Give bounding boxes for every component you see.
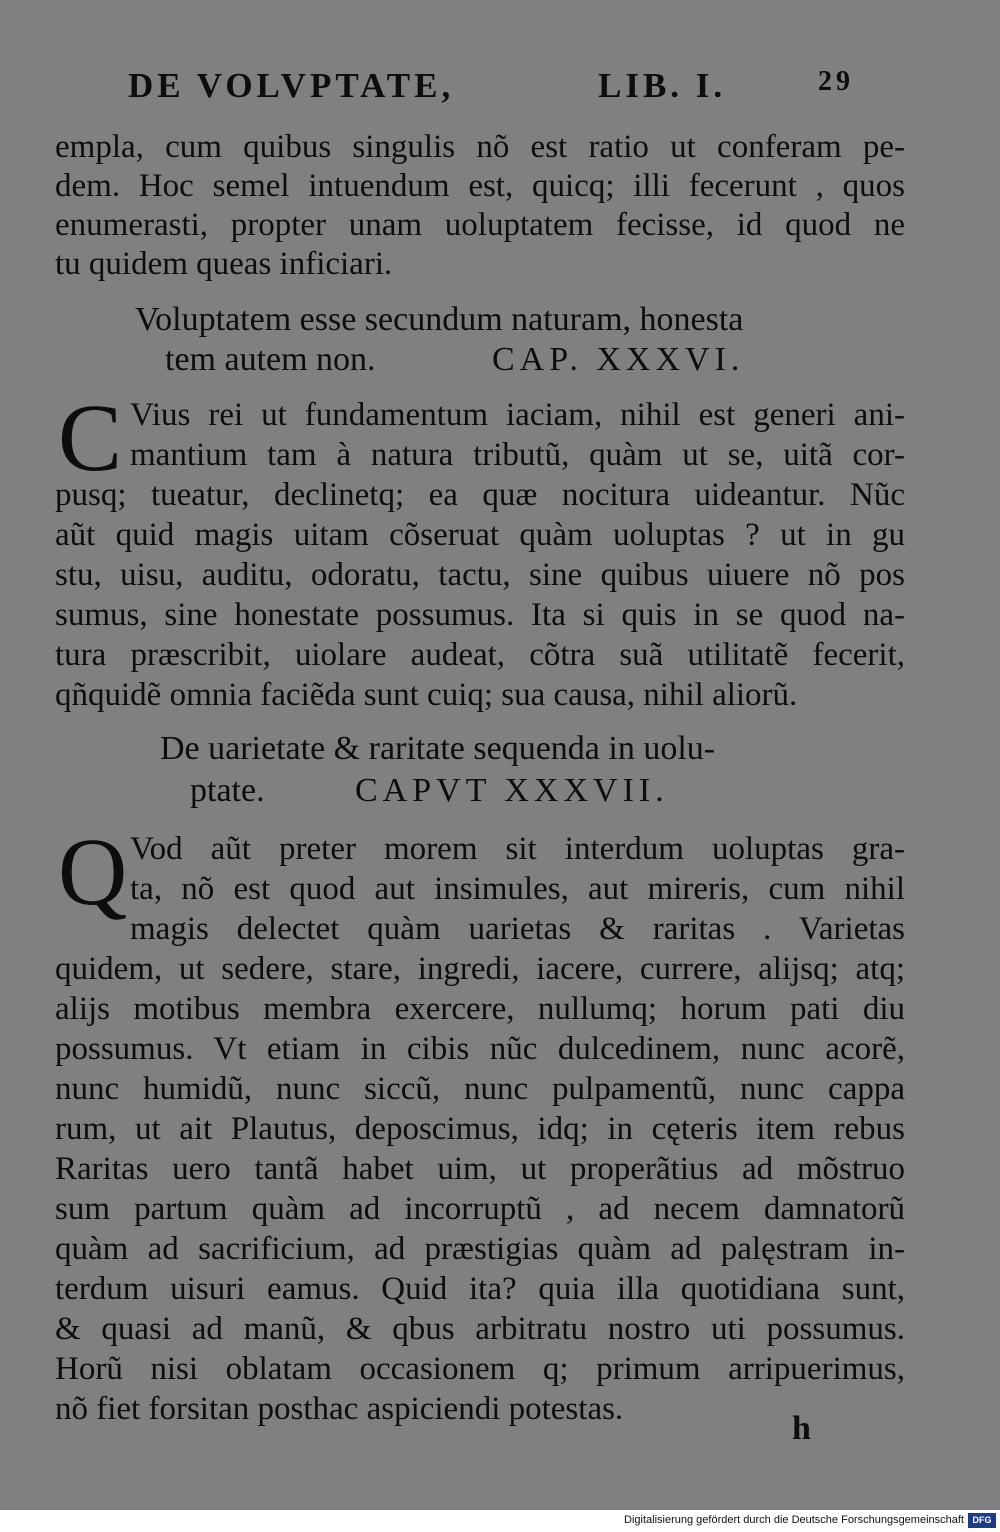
text-line: sumus, sine honestate possumus. Ita si quis in se quod na- [55, 597, 905, 633]
chapter-number: CAP. XXXVI. [492, 341, 745, 378]
text-line: possumus. Vt etiam in cibis nũc dulcedinem, nunc acorẽ, [55, 1031, 905, 1067]
chapter-number: CAPVT XXXVII. [355, 772, 669, 809]
text-line: magis delectet quàm uarietas & raritas . Varietas [130, 911, 905, 947]
text-line: stu, uisu, auditu, odoratu, tactu, sine quibus uiuere nõ pos [55, 557, 905, 593]
text-line: rum, ut ait Plautus, deposcimus, idq; in cęteris item rebus [55, 1111, 905, 1147]
text-line: & quasi ad manũ, & qbus arbitratu nostro uti possumus. [55, 1311, 905, 1347]
text-line: qñquidẽ omnia faciẽda sunt cuiq; sua causa, nihil aliorũ. [55, 677, 798, 713]
running-head-book: LIB. I. [598, 66, 727, 105]
text-line: Raritas uero tantã habet uim, ut properãtius ad mõstruo [55, 1151, 905, 1187]
drop-cap-initial: Q [58, 818, 128, 925]
text-line: Vod aũt preter morem sit interdum uoluptas gra- [130, 831, 905, 867]
text-line: Horũ nisi oblatam occasionem q; primum arripuerimus, [55, 1351, 905, 1387]
footer-credit: Digitalisierung gefördert durch die Deutsche Forschungsgemeinschaft [624, 1514, 964, 1526]
text-line: quàm ad sacrificium, ad præstigias quàm ad palęstram in- [55, 1231, 905, 1267]
text-line: nunc humidũ, nunc siccũ, nunc pulpamentũ, nunc cappa [55, 1071, 905, 1107]
drop-cap-initial: C [58, 384, 123, 491]
chapter-heading: Voluptatem esse secundum naturam, honesta [135, 301, 744, 338]
text-line: ta, nõ est quod aut insimules, aut mireris, cum nihil [130, 871, 905, 907]
dfg-logo: DFG [968, 1513, 996, 1528]
text-line: aũt quid magis uitam cõseruat quàm uoluptas ? ut in gu [55, 517, 905, 553]
text-line: pusq; tueatur, declinetq; ea quæ nocitura uideantur. Nũc [55, 477, 905, 513]
running-head-title: DE VOLVPTATE, [128, 66, 455, 105]
chapter-heading: tem autem non. [165, 341, 376, 378]
text-line: empla, cum quibus singulis nõ est ratio ut conferam pe- [55, 129, 905, 165]
text-line: enumerasti, propter unam uoluptatem fecisse, id quod ne [55, 207, 905, 243]
text-line: Vius rei ut fundamentum iaciam, nihil est generi ani- [130, 397, 905, 433]
signature-mark: h [792, 1410, 811, 1447]
text-line: quidem, ut sedere, stare, ingredi, iacere, currere, alijsq; atq; [55, 951, 905, 987]
text-line: terdum uisuri eamus. Quid ita? quia illa quotidiana sunt, [55, 1271, 905, 1307]
chapter-heading: De uarietate & raritate sequenda in uolu- [160, 730, 716, 767]
running-head [128, 66, 868, 116]
text-line: tu quidem queas inficiari. [55, 246, 393, 282]
text-line: dem. Hoc semel intuendum est, quicq; illi fecerunt , quos [55, 168, 905, 204]
text-line: mantium tam à natura tributũ, quàm ut se, uitã cor- [130, 437, 905, 473]
digitization-footer [0, 1510, 1000, 1532]
text-line: tura præscribit, uiolare audeat, cõtra suã utilitatẽ fecerit, [55, 637, 905, 673]
page-number: 29 [818, 66, 854, 97]
text-line: nõ fiet forsitan posthac aspiciendi potestas. [55, 1391, 624, 1427]
text-line: alijs motibus membra exercere, nullumq; horum pati diu [55, 991, 905, 1027]
chapter-heading: ptate. [190, 772, 265, 809]
text-line: sum partum quàm ad incorruptũ , ad necem damnatorũ [55, 1191, 905, 1227]
